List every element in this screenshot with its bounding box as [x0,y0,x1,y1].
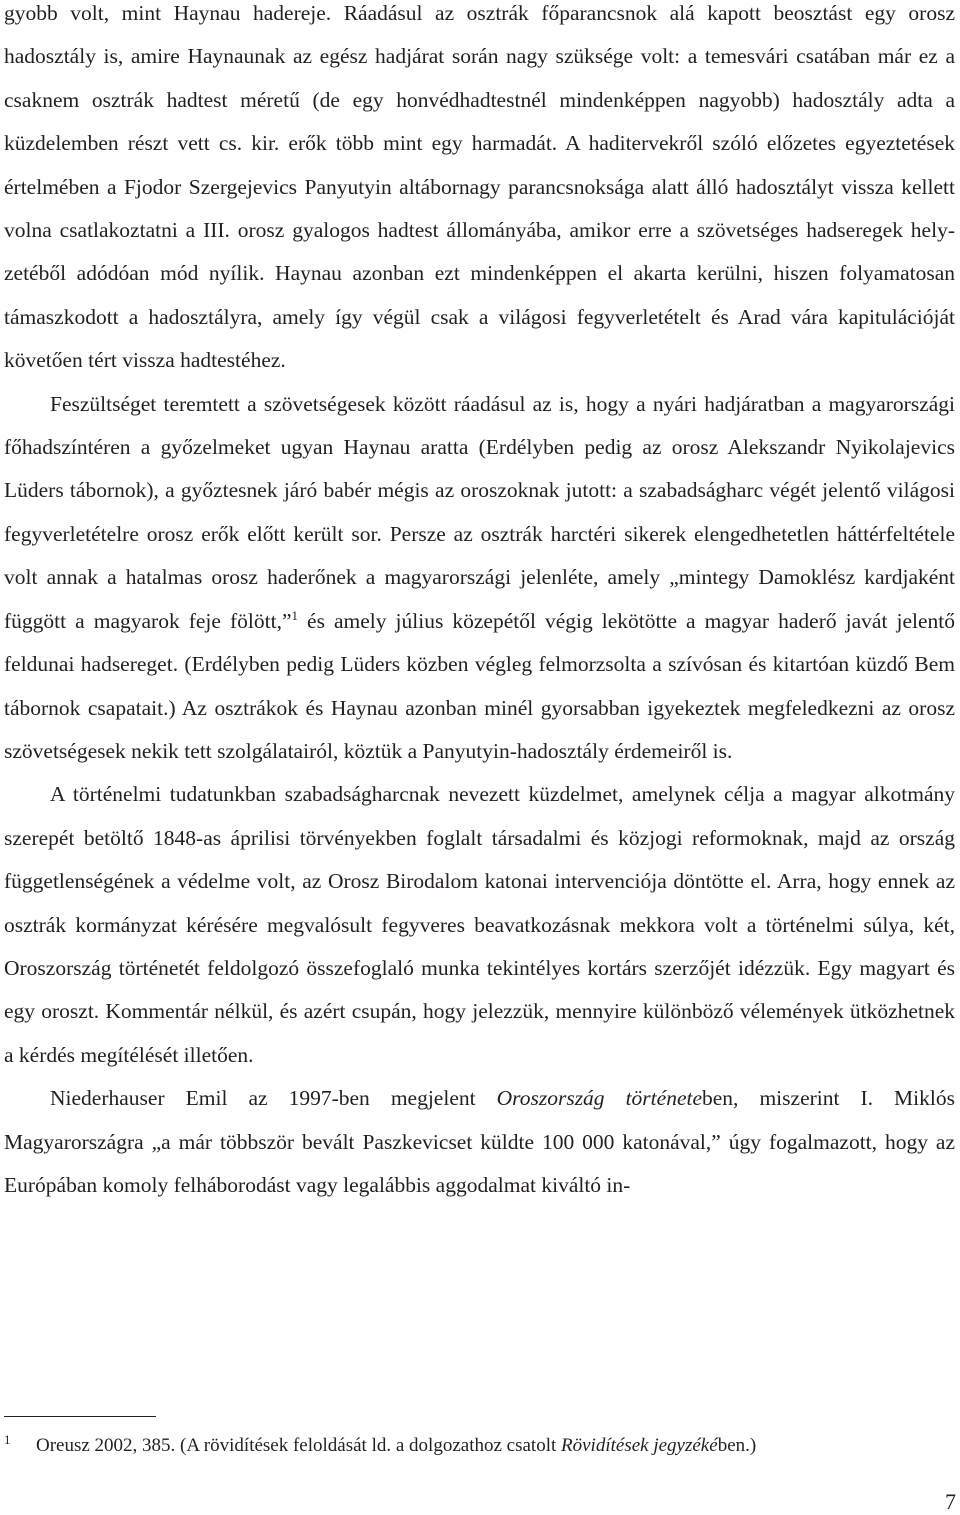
footnote: 1 Oreusz 2002, 385. (A rövidítések feloldását ld. a dolgozathoz csatolt Rövidítések jegyzékében.) [4,1432,757,1456]
text-run: Feszültséget teremtett a szövetségesek között ráadásul az is, hogy a nyári hadjáratban a magyarországi főhadszíntéren a győzelmeket ugyan Haynau aratta (Erdélyben pedig az orosz Alekszandr Nyikolajevics Lüders tábornok), a győztesnek járó babér mégis az oroszoknak jutott: a szabadságharc végét jelentő világosi fegyverletételre orosz erők előtt került sor. Persze az osztrák harctéri sikerek elengedhetetlen háttérfeltétele volt annak a hatalmas orosz haderőnek a magyarországi jelenléte, amely „mintegy Damoklész kardjaként függött a magyarok feje fölött,” [4,391,955,633]
paragraph [4,0,955,383]
paragraph [4,773,955,1077]
text-run: ben.) [717,1435,757,1456]
text-run: Niederhauser Emil az 1997-ben megjelent [50,1086,497,1111]
italic-title: Rövidítések jegyzéké [561,1435,718,1456]
footnote-text [36,1435,756,1456]
paragraph [4,1077,955,1207]
footnote-reference: 1 [291,607,298,623]
paragraph [4,383,955,774]
italic-title: Oroszország története [496,1086,703,1111]
text-run: Oreusz 2002, 385. (A rövidítések feloldását ld. a dolgozathoz csatolt [36,1435,562,1456]
footnote-separator [4,1416,156,1417]
text-run: ben, miszerint I. Miklós Magyarországra „a már többször bevált Paszkevicset küldte 100 000 katonával,” úgy fogalmazott, hogy az Európában komoly felháborodást vagy legalábbis aggodalmat kiváltó in- [4,1086,955,1197]
text-run: gyobb volt, mint Haynau hadereje. Ráadásul az osztrák főparancsnok alá kapott beosztást egy orosz hadosztály is, amire Haynaunak az egész hadjárat során nagy szüksége volt: a temesvári csatában már ez a csaknem osztrák hadtest méretű (de egy honvédhadtestnél mindenképpen nagyobb) hadosztály adta a küzdelemben részt vett cs. kir. erők több mint egy harmadát. A haditervekről szóló előzetes egyeztetések értelmében a Fjodor Szergejevics Panyutyin altábornagy parancsnoksága alatt álló hadosztályt vissza kellett volna csatlakoztatni a III. orosz gyalogos hadtest állományába, amikor erre a szövetséges hadseregek helyzetéből adódóan mód nyílik. Haynau azonban ezt mindenképpen el akarta kerülni, hiszen folyamatosan támaszkodott a hadosztályra, amely így végül csak a világosi fegyverletételt és Arad vára kapitulációját követően tért vissza hadtestéhez. [4,1,955,373]
page-number: 7 [945,1489,956,1514]
body-text [4,0,955,1207]
text-run: és amely július közepétől végig lekötötte a magyar haderő javát jelentő feldunai hadsereget. (Erdélyben pedig Lüders közben végleg felmorzsolta a szívósan és kitartóan küzdő Bem tábornok csapatait.) Az osztrákok és Haynau azonban minél gyorsabban igyekeztek megfeledkezni az orosz szövetségesek nekik tett szolgálatairól, köztük a Panyutyin-hadosztály érdemeiről is. [4,608,955,763]
text-run: A történelmi tudatunkban szabadságharcnak nevezett küzdelmet, amelynek célja a magyar alkotmány szerepét betöltő 1848-as áprilisi törvényekben foglalt társadalmi és közjogi reformoknak, majd az ország függetlenségének a védelme volt, az Orosz Birodalom katonai intervenciója döntötte el. Arra, hogy ennek az osztrák kormányzat kérésére megvalósult fegyveres beavatkozásnak mekkora volt a történelmi súlya, két, Oroszország történetét feldolgozó összefoglaló munka tekintélyes kortárs szerzőjét idézzük. Egy magyart és egy oroszt. Kommentár nélkül, és azért csupán, hogy jelezzük, mennyire különböző vélemények ütközhetnek a kérdés megítélését illetően. [4,782,955,1067]
